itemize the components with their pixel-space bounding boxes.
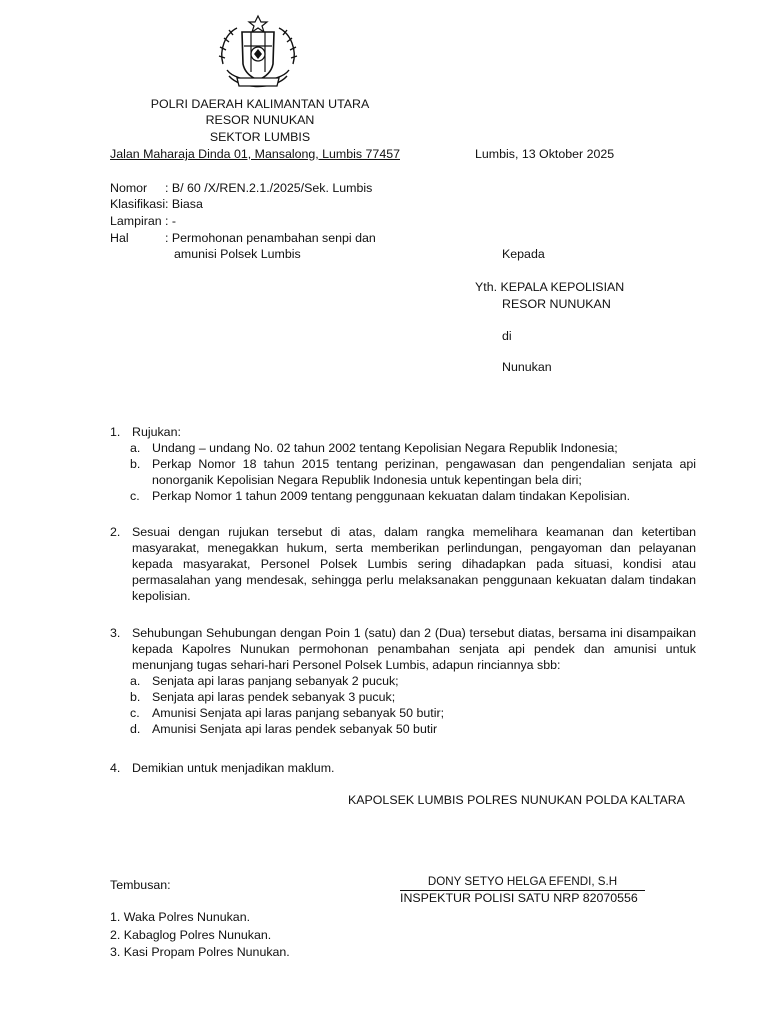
polri-emblem-logo (215, 14, 301, 96)
hal-value-line1: : Permohonan penambahan senpi dan (165, 231, 376, 245)
klasifikasi-value: : Biasa (165, 197, 203, 211)
point-text: Sehubungan Sehubungan dengan Poin 1 (satu) dan 2 (Dua) tersebut diatas, bersama ini disampaikan kepada Kapolres Nunukan permohonan penambahan senjata api pendek dan amunisi untuk menunjang tugas sehari-hari Personel Polsek Lumbis, adapun rinciannya sbb: (132, 626, 696, 672)
sub-text: Senjata api laras pendek sebanyak 3 pucuk; (152, 690, 396, 704)
header-sektor: SEKTOR LUMBIS (209, 130, 311, 144)
tembusan-label: Tembusan: (110, 878, 171, 892)
klasifikasi-label: Klasifikasi (110, 197, 166, 211)
point-text: Rujukan: (132, 425, 181, 439)
point-number: 3. (110, 626, 121, 640)
sub-letter: c. (130, 489, 140, 503)
point-number: 2. (110, 525, 121, 539)
signatory-rank: INSPEKTUR POLISI SATU NRP 82070556 (400, 891, 638, 905)
tembusan-item: 2. Kabaglog Polres Nunukan. (110, 928, 272, 942)
tembusan-item: 3. Kasi Propam Polres Nunukan. (110, 945, 290, 959)
tembusan-item: 1. Waka Polres Nunukan. (110, 910, 251, 924)
hal-value-line2: amunisi Polsek Lumbis (174, 247, 301, 261)
hal-label: Hal (110, 231, 129, 245)
recipient-line2: RESOR NUNUKAN (502, 297, 611, 311)
sub-text: Perkap Nomor 18 tahun 2015 tentang perizinan, pengawasan dan pengendalian senjata api nonorganik Kepolisian Negara Republik Indonesia untuk kepentingan bela diri; (152, 457, 696, 487)
point-number: 4. (110, 761, 121, 775)
sub-letter: c. (130, 706, 140, 720)
nomor-label: Nomor (110, 181, 148, 195)
signatory-name: DONY SETYO HELGA EFENDI, S.H (400, 874, 645, 891)
lampiran-label: Lampiran (110, 214, 162, 228)
recipient-line1: Yth. KEPALA KEPOLISIAN (475, 280, 625, 294)
sub-letter: d. (130, 722, 141, 736)
lampiran-value: : - (165, 214, 177, 228)
point-4 (110, 760, 696, 776)
sub-letter: a. (130, 674, 141, 688)
sub-text: Amunisi Senjata api laras panjang sebanyak 50 butir; (152, 706, 445, 720)
point-number: 1. (110, 425, 121, 439)
sub-letter: b. (130, 457, 141, 471)
nomor-value: : B/ 60 /X/REN.2.1./2025/Sek. Lumbis (165, 181, 373, 195)
sub-text: Undang – undang No. 02 tahun 2002 tentang Kepolisian Negara Republik Indonesia; (152, 441, 618, 455)
header-address: Jalan Maharaja Dinda 01, Mansalong, Lumbis 77457 (110, 147, 400, 161)
recipient-di: di (502, 329, 512, 343)
recipient-city: Nunukan (502, 360, 552, 374)
point-text: Demikian untuk menjadikan maklum. (132, 761, 335, 775)
place-date: Lumbis, 13 Oktober 2025 (475, 147, 615, 161)
sub-letter: a. (130, 441, 141, 455)
sub-text: Senjata api laras panjang sebanyak 2 pucuk; (152, 674, 399, 688)
sub-text: Amunisi Senjata api laras pendek sebanyak 50 butir (152, 722, 438, 736)
point-1 (110, 424, 696, 504)
signatory-office: KAPOLSEK LUMBIS POLRES NUNUKAN POLDA KALTARA (348, 793, 685, 807)
sub-text: Perkap Nomor 1 tahun 2009 tentang penggunaan kekuatan dalam tindakan Kepolisian. (152, 489, 631, 503)
recipient-kepada: Kepada (502, 247, 545, 261)
sub-letter: b. (130, 690, 141, 704)
point-3 (110, 625, 696, 737)
point-2 (110, 524, 696, 604)
point-text: Sesuai dengan rujukan tersebut di atas, dalam rangka memelihara keamanan dan ketertiban masyarakat, menegakkan hukum, serta memberikan perlindungan, pengayoman dan pelayanan kepada masyarakat, Personel Polsek Lumbis sering dihadapkan pada situasi, kondisi atau permasalahan yang mendesak, sehingga perlu melaksanakan penggunaan kekuatan dalam tindakan kepolisian. (132, 525, 696, 603)
header-agency: POLRI DAERAH KALIMANTAN UTARA (150, 97, 370, 111)
header-resor: RESOR NUNUKAN (205, 113, 315, 127)
